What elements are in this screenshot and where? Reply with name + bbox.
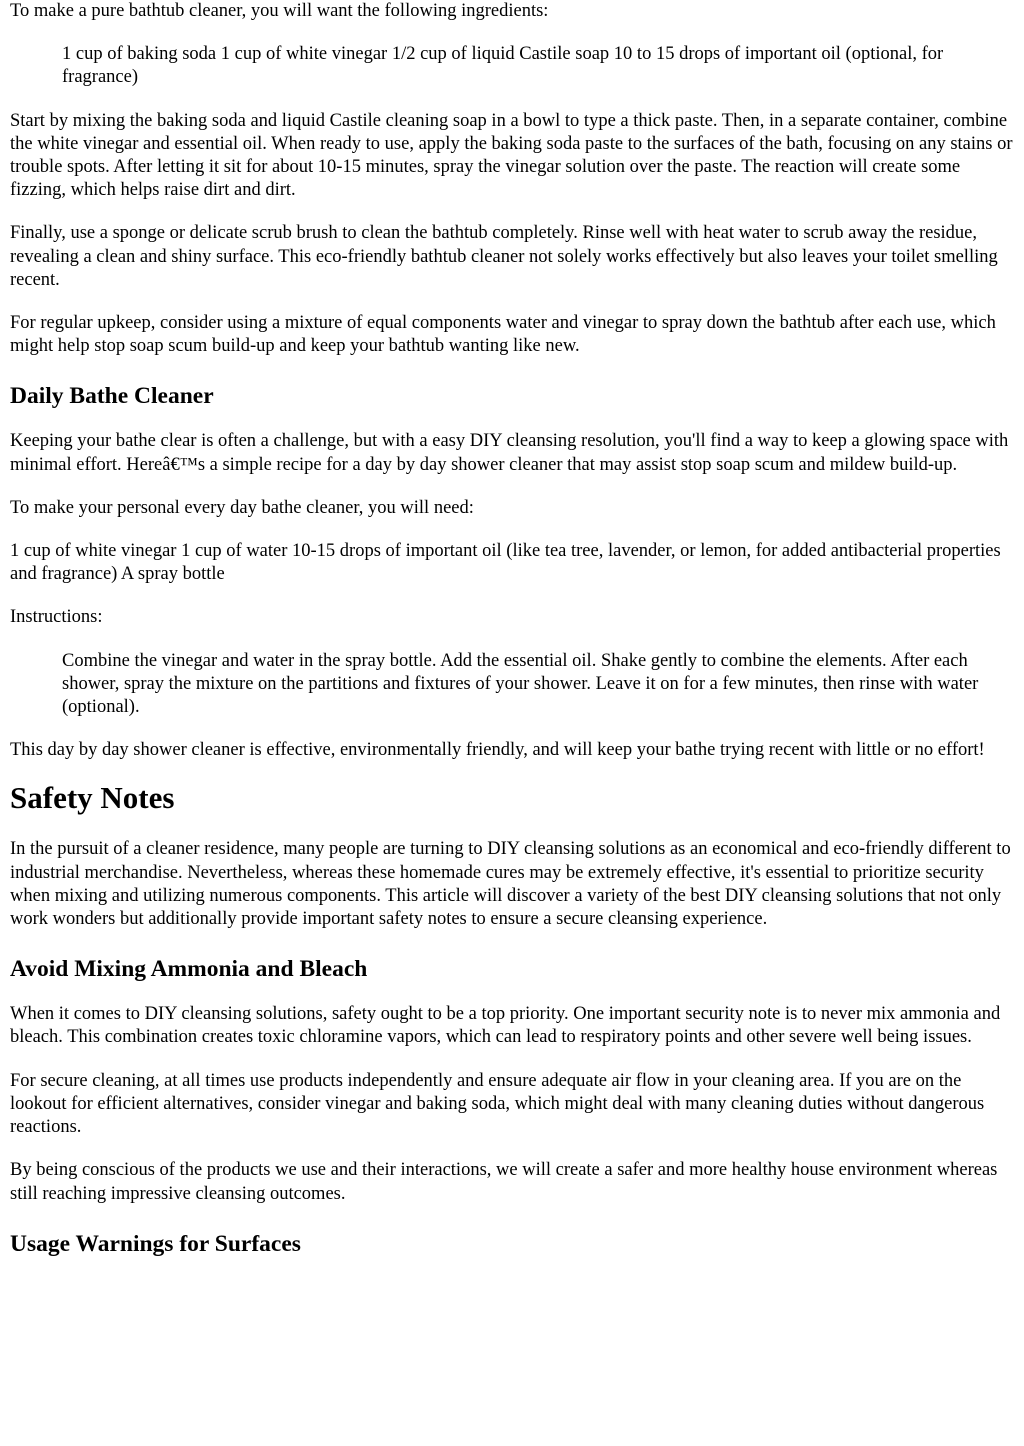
daily-cleaner-heading: Daily Bathe Cleaner xyxy=(10,383,214,410)
ammonia-paragraph: By being conscious of the products we use and their interactions, we will create a safer and more healthy house environment whereas still reaching impressive cleansing outcomes. xyxy=(10,1160,998,1204)
ammonia-heading: Avoid Mixing Ammonia and Bleach xyxy=(10,956,368,983)
surfaces-heading: Usage Warnings for Surfaces xyxy=(10,1230,301,1257)
daily-need: To make your personal every day bathe cleaner, you will need: xyxy=(10,497,474,518)
daily-instructions: Combine the vinegar and water in the spray bottle. Add the essential oil. Shake gently to combine the elements. After each shower, spray the mixture on the partitions and fixtures of your shower. Leave it on for a few minutes, then rinse with water (optional). xyxy=(62,650,979,718)
daily-ingredients: 1 cup of white vinegar 1 cup of water 10-15 drops of important oil (like tea tree, lavender, or lemon, for added antibacterial properties and fragrance) A spray bottle xyxy=(10,541,1001,585)
daily-closing: This day by day shower cleaner is effective, environmentally friendly, and will keep your bathe trying recent with little or no effort! xyxy=(10,740,985,761)
ammonia-paragraph: For secure cleaning, at all times use products independently and ensure adequate air flow in your cleaning area. If you are on the lookout for efficient alternatives, consider vinegar and baking soda, which might deal with many cleaning duties without dangerous reactions. xyxy=(10,1070,985,1138)
ammonia-paragraph: When it comes to DIY cleansing solutions, safety ought to be a top priority. One important security note is to never mix ammonia and bleach. This combination creates toxic chloramine vapors, which can lead to respiratory points and other severe well being issues. xyxy=(10,1004,1001,1048)
bathtub-paragraph: Finally, use a sponge or delicate scrub brush to clean the bathtub completely. Rinse well with heat water to scrub away the residue, revealing a clean and shiny surface. This eco-friendly bathtub cleaner not solely works effectively but also leaves your toilet smelling recent. xyxy=(10,223,998,290)
daily-intro: Keeping your bathe clear is often a challenge, but with a easy DIY cleansing resolution, you'll find a way to keep a glowing space with minimal effort. Hereâ€™s a simple recipe for a day by day shower cleaner that may assist stop soap scum and mildew build-up. xyxy=(10,431,1009,475)
bathtub-ingredients-list: 1 cup of baking soda 1 cup of white vinegar 1/2 cup of liquid Castile soap 10 to 15 drops of important oil (optional, for fragrance) xyxy=(62,44,944,88)
bathtub-paragraph: For regular upkeep, consider using a mixture of equal components water and vinegar to spray down the bathtub after each use, which might help stop soap scum build-up and keep your bathtub wanting like new. xyxy=(10,313,996,357)
bathtub-paragraph: Start by mixing the baking soda and liquid Castile cleaning soap in a bowl to type a thick paste. Then, in a separate container, combine the white vinegar and essential oil. When ready to use, apply the baking soda paste to the surfaces of the bath, focusing on any stains or trouble spots. After letting it sit for about 10-15 minutes, spray the vinegar solution over the paste. The reaction will create some fizzing, which helps raise dirt and dirt. xyxy=(10,110,1013,201)
ingredients-intro: To make a pure bathtub cleaner, you will want the following ingredients: xyxy=(10,1,549,21)
instructions-label: Instructions: xyxy=(10,607,103,628)
safety-intro: In the pursuit of a cleaner residence, many people are turning to DIY cleansing solutions as an economical and eco-friendly different to industrial merchandise. Nevertheless, whereas these homemade cures may be extremely effective, it's essential to prioritize security when mixing and utilizing numerous components. This article will discover a variety of the best DIY cleansing solutions that not only work wonders but additionally provide important safety notes to ensure a secure cleansing experience. xyxy=(10,839,1011,930)
safety-notes-heading: Safety Notes xyxy=(10,780,175,816)
